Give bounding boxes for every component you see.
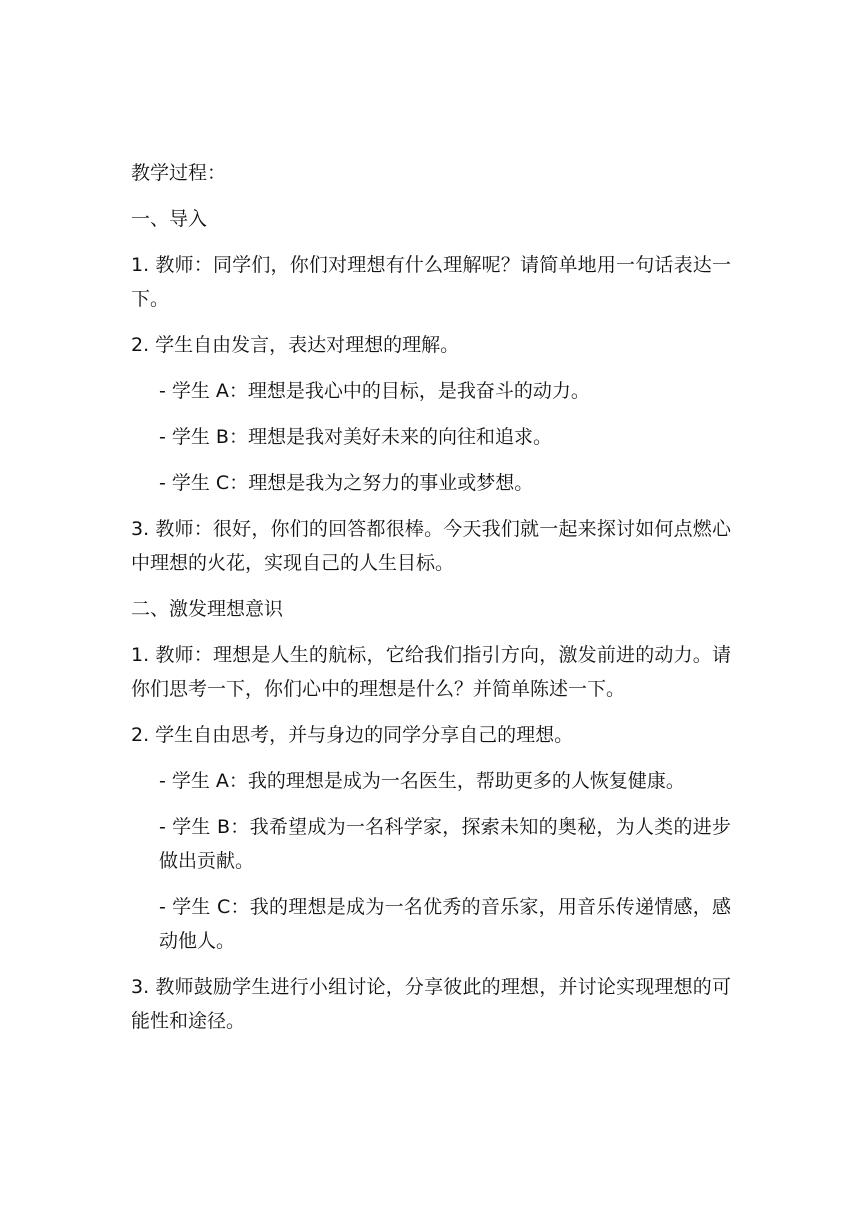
student-answer: - 学生 B：理想是我对美好未来的向往和追求。 bbox=[159, 426, 552, 448]
student-answer: - 学生 B：我希望成为一名科学家，探索未知的奥秘，为人类的进步做出贡献。 bbox=[159, 816, 731, 872]
student-answer: - 学生 C：理想是我为之努力的事业或梦想。 bbox=[159, 472, 534, 494]
paragraph: 1. 教师：理想是人生的航标，它给我们指引方向，激发前进的动力。请你们思考一下，你们心中的理想是什么？并简单陈述一下。 bbox=[131, 644, 731, 700]
paragraph: 3. 教师：很好，你们的回答都很棒。今天我们就一起来探讨如何点燃心中理想的火花，实现自己的人生目标。 bbox=[131, 518, 731, 574]
document-body bbox=[131, 156, 731, 1050]
paragraph: 3. 教师鼓励学生进行小组讨论，分享彼此的理想，并讨论实现理想的可能性和途径。 bbox=[131, 976, 731, 1032]
student-answer: - 学生 C：我的理想是成为一名优秀的音乐家，用音乐传递情感，感动他人。 bbox=[159, 896, 731, 952]
section-title: 二、激发理想意识 bbox=[131, 598, 284, 620]
paragraph: 2. 学生自由发言，表达对理想的理解。 bbox=[131, 334, 460, 356]
section-title: 一、导入 bbox=[131, 208, 208, 230]
student-answer: - 学生 A：我的理想是成为一名医生，帮助更多的人恢复健康。 bbox=[159, 770, 685, 792]
student-answer: - 学生 A：理想是我心中的目标，是我奋斗的动力。 bbox=[159, 380, 590, 402]
paragraph: 2. 学生自由思考，并与身边的同学分享自己的理想。 bbox=[131, 724, 574, 746]
document-heading: 教学过程： bbox=[131, 162, 227, 184]
paragraph: 1. 教师：同学们，你们对理想有什么理解呢？请简单地用一句话表达一下。 bbox=[131, 254, 731, 310]
